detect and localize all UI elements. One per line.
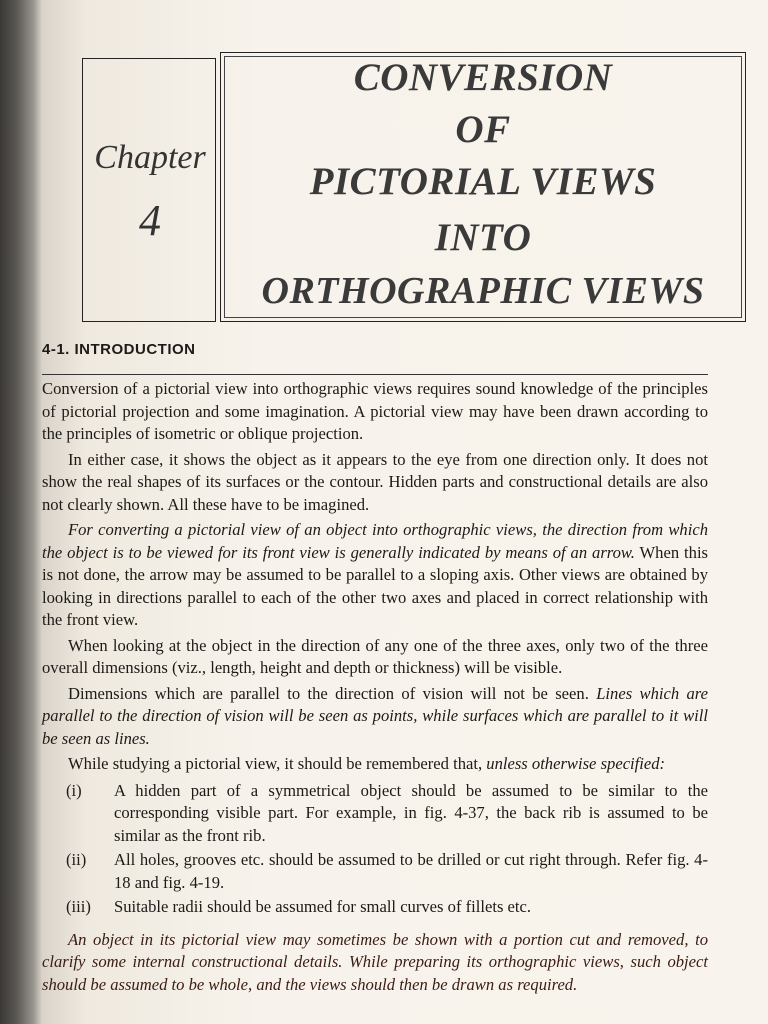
- list-item-number: (iii): [66, 897, 91, 916]
- list-item: [42, 849, 708, 894]
- chapter-title-box: [220, 52, 746, 322]
- paragraph-5-italic: Lines which are parallel to the direction of vision will be seen as points, while surfaces which are parallel to it will be seen as lines.: [42, 683, 708, 748]
- title-line-3: PICTORIAL VIEWS: [309, 160, 657, 203]
- book-spine-shadow: [0, 0, 42, 1024]
- section-rule: [42, 374, 708, 375]
- chapter-label: Chapter: [94, 139, 206, 176]
- note-paragraph: An object in its pictorial view may sometimes be shown with a portion cut and removed, to clarify some internal constructional details. While preparing its orthographic views, such object should be assumed to be whole, and the views should then be drawn as required.: [42, 929, 708, 994]
- paragraph-3-rest: When this is not done, the arrow may be assumed to be parallel to a sloping axis. Other views are obtained by looking in directions parallel to each of the other two axes and placed in correct relationship with the front view.: [42, 542, 709, 629]
- list-item-text: All holes, grooves etc. should be assumed to be drilled or cut right through. Refer fig. 4-18 and fig. 4-19.: [114, 850, 708, 892]
- chapter-number: 4: [139, 196, 161, 245]
- chapter-header: [82, 50, 746, 322]
- title-line-1: CONVERSION: [353, 56, 613, 99]
- paragraph-6: [42, 753, 708, 776]
- list-item-text: Suitable radii should be assumed for small curves of fillets etc.: [114, 897, 532, 916]
- paragraph-5-start: Dimensions which are parallel to the direction of vision will not be seen.: [68, 683, 597, 703]
- list-item: [42, 780, 708, 848]
- assumption-list: [42, 780, 708, 919]
- section-heading: 4-1. INTRODUCTION: [42, 341, 196, 358]
- title-line-2: OF: [455, 108, 511, 151]
- list-item-number: (i): [66, 780, 82, 800]
- list-item-text: A hidden part of a symmetrical object should be assumed to be similar to the corresponding visible part. For example, in fig. 4-37, the back rib is assumed to be similar as the front rib.: [114, 780, 708, 845]
- list-item: [42, 896, 708, 919]
- paragraph-2: In either case, it shows the object as it appears to the eye from one direction only. It does not show the real shapes of its surfaces or the contour. Hidden parts and constructional details are also not clearly shown. All these have to be imagined.: [42, 449, 708, 514]
- paragraph-3: [42, 519, 708, 632]
- paragraph-6-start: While studying a pictorial view, it should be remembered that,: [68, 754, 487, 773]
- chapter-number-box: [82, 58, 216, 322]
- paragraph-6-italic: unless otherwise specified:: [486, 754, 666, 773]
- paragraph-1: Conversion of a pictorial view into orthographic views requires sound knowledge of the principles of pictorial projection and some imagination. A pictorial view may have been drawn according to the principles of isometric or oblique projection.: [42, 379, 708, 443]
- list-item-number: (ii): [66, 850, 87, 869]
- title-line-5: ORTHOGRAPHIC VIEWS: [261, 270, 705, 312]
- book-page: [42, 0, 768, 1024]
- paragraph-3-italic: For converting a pictorial view of an object into orthographic views, the direction from which the object is to be viewed for its front view is generally indicated by means of an arrow.: [42, 520, 708, 562]
- body-text: [42, 378, 708, 999]
- paragraph-4: When looking at the object in the direction of any one of the three axes, only two of the three overall dimensions (viz., length, height and depth or thickness) will be visible.: [42, 635, 708, 677]
- title-line-4: INTO: [434, 216, 532, 259]
- paragraph-5: [42, 683, 708, 751]
